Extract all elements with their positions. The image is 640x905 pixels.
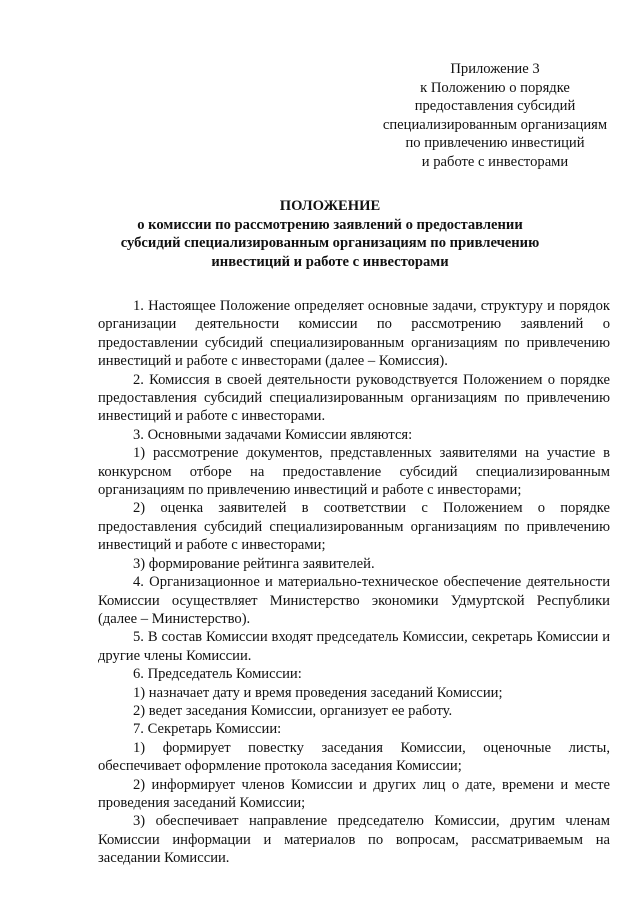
paragraph: 5. В состав Комиссии входят председатель Комиссии, секретарь Комиссии и другие члены Комиссии.: [98, 629, 610, 664]
title-subtitle-line: субсидий специализированным организациям по привлечению: [120, 235, 540, 252]
paragraph: 1) формирует повестку заседания Комиссии, оценочные листы, обеспечивает оформление протокола заседания Комиссии;: [98, 739, 610, 775]
annex-line: Приложение 3: [450, 61, 540, 77]
paragraph: 2. Комиссия в своей деятельности руководствуется Положением о порядке предоставления субсидий специализированным организациям по привлечению инвестиций и работе с инвесторами.: [98, 371, 610, 425]
paragraph: 7. Секретарь Комиссии:: [133, 721, 282, 738]
annex-line: предоставления субсидий: [414, 98, 576, 115]
paragraph: 6. Председатель Комиссии:: [133, 666, 302, 683]
paragraph: 2) ведет заседания Комиссии, организует ее работу.: [133, 702, 453, 719]
paragraph: 3) формирование рейтинга заявителей.: [133, 555, 375, 572]
paragraph: 2) оценка заявителей в соответствии с Положением о порядке предоставления субсидий специализированным организациям по привлечению инвестиций и работе с инвесторами;: [98, 500, 610, 554]
annex-line: к Положению о порядке: [420, 79, 570, 96]
paragraph: 1) назначает дату и время проведения заседаний Комиссии;: [133, 684, 503, 701]
paragraph: 2) информирует членов Комиссии и других лиц о дате, времени и месте проведения заседаний Комиссии;: [98, 776, 610, 811]
paragraph: 3) обеспечивает направление председателю Комиссии, другим членам Комиссии информации и материалов по вопросам, рассматриваемым на заседании Комиссии.: [98, 813, 610, 867]
paragraph: 1. Настоящее Положение определяет основные задачи, структуру и порядок организации деятельности комиссии по рассмотрению заявлений о предоставлении субсидий специализированным организациям по привлечению инвестиций и работе с инвесторами (далее – Комиссия).: [98, 298, 610, 370]
paragraph: 4. Организационное и материально-техническое обеспечение деятельности Комиссии осуществляет Министерство экономики Удмуртской Республики (далее – Министерство).: [98, 574, 610, 627]
title-heading: ПОЛОЖЕНИЕ: [279, 198, 381, 214]
annex-line: по привлечению инвестиций: [405, 135, 585, 152]
annex-header: [360, 60, 630, 172]
document-title: [80, 197, 580, 271]
paragraph: 3. Основными задачами Комиссии являются:: [133, 426, 413, 443]
paragraph: 1) рассмотрение документов, представленных заявителями на участие в конкурсном отборе на предоставление субсидий специализированным организациям по привлечению инвестиций и работе с инвесторами;: [98, 445, 610, 499]
annex-line: специализированным организациям: [382, 116, 608, 133]
title-subtitle-line: о комиссии по рассмотрению заявлений о предоставлении: [137, 216, 523, 233]
document-body: [98, 297, 610, 868]
title-subtitle-line: инвестиций и работе с инвесторами: [211, 253, 449, 270]
annex-line: и работе с инвесторами: [421, 153, 569, 170]
